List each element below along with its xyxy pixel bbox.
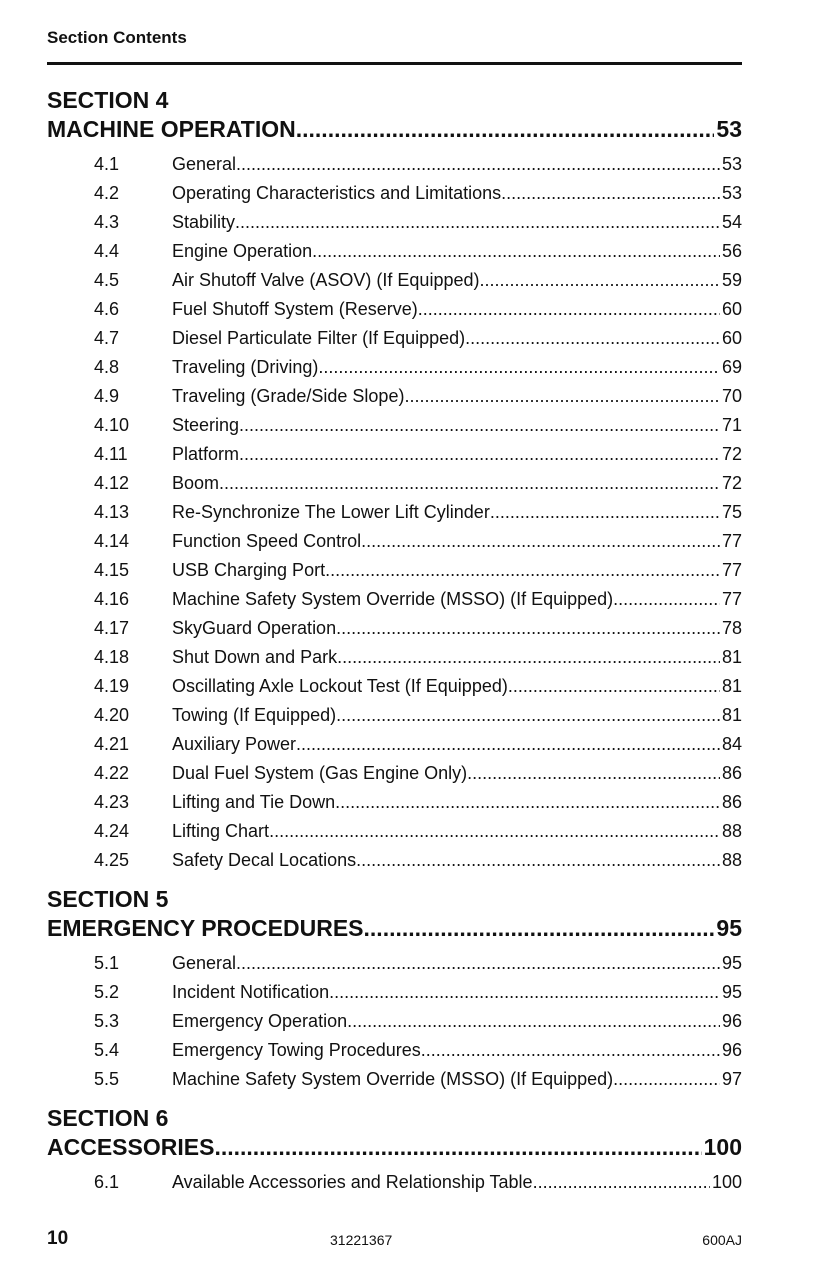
entry-page-number: 77 (721, 531, 742, 551)
toc-entry[interactable] (47, 643, 742, 672)
dot-leader (364, 913, 715, 943)
toc-entry[interactable] (47, 817, 742, 846)
entry-page-number: 84 (721, 734, 742, 754)
dot-leader (337, 643, 720, 672)
entry-page-number: 95 (721, 982, 742, 1002)
entry-title: Dual Fuel System (Gas Engine Only) (172, 763, 468, 783)
entry-title: General (172, 953, 237, 973)
dot-leader (533, 1168, 710, 1197)
toc-entry[interactable] (47, 498, 742, 527)
entry-page-number: 72 (721, 473, 742, 493)
entry-number: 4.18 (94, 647, 130, 667)
toc-entry[interactable] (47, 556, 742, 585)
dot-leader (239, 440, 720, 469)
dot-leader (318, 353, 720, 382)
toc-entry[interactable] (47, 411, 742, 440)
toc-section (47, 86, 742, 875)
entry-number: 5.5 (94, 1069, 120, 1089)
dot-leader (421, 1036, 720, 1065)
dot-leader (479, 266, 719, 295)
entry-number: 4.5 (94, 270, 120, 290)
entry-page-number: 88 (721, 850, 742, 870)
entry-number: 4.7 (94, 328, 120, 348)
entry-page-number: 69 (721, 357, 742, 377)
entry-page-number: 53 (721, 183, 742, 203)
toc-entry[interactable] (47, 469, 742, 498)
table-of-contents (47, 82, 742, 1207)
entry-title: Traveling (Driving) (172, 357, 319, 377)
toc-entry[interactable] (47, 1036, 742, 1065)
footer-model: 600AJ (702, 1232, 742, 1248)
header-divider (47, 62, 742, 65)
entry-number: 5.1 (94, 953, 120, 973)
entry-title: Oscillating Axle Lockout Test (If Equipped) (172, 676, 508, 696)
entry-title: Air Shutoff Valve (ASOV) (If Equipped) (172, 270, 480, 290)
page-footer (47, 1228, 742, 1254)
entry-number: 4.20 (94, 705, 130, 725)
dot-leader (361, 527, 720, 556)
entry-title: Available Accessories and Relationship Table (172, 1172, 533, 1192)
entry-page-number: 77 (721, 589, 742, 609)
entry-title: Steering (172, 415, 240, 435)
entry-title: Engine Operation (172, 241, 313, 261)
dot-leader (214, 1132, 701, 1162)
entry-title: Platform (172, 444, 240, 464)
entry-page-number: 60 (721, 299, 742, 319)
section-title: EMERGENCY PROCEDURES (47, 915, 364, 941)
section-title-link[interactable] (47, 913, 742, 943)
entry-title: Function Speed Control (172, 531, 362, 551)
entry-page-number: 78 (721, 618, 742, 638)
entry-number: 4.1 (94, 154, 120, 174)
entry-title: SkyGuard Operation (172, 618, 337, 638)
entry-page-number: 56 (721, 241, 742, 261)
entry-title: Incident Notification (172, 982, 330, 1002)
section-number: SECTION 6 (47, 1105, 169, 1131)
entry-number: 4.14 (94, 531, 130, 551)
entry-number: 5.3 (94, 1011, 120, 1031)
dot-leader (236, 150, 720, 179)
entry-page-number: 70 (721, 386, 742, 406)
dot-leader (613, 585, 720, 614)
toc-entry[interactable] (47, 208, 742, 237)
entry-page-number: 53 (721, 154, 742, 174)
toc-entry[interactable] (47, 150, 742, 179)
entry-page-number: 88 (721, 821, 742, 841)
toc-entry[interactable] (47, 585, 742, 614)
entry-page-number: 100 (711, 1172, 742, 1192)
entry-number: 4.13 (94, 502, 130, 522)
toc-section (47, 1104, 742, 1197)
entry-title: Machine Safety System Override (MSSO) (If Equipped) (172, 1069, 614, 1089)
toc-entry[interactable] (47, 266, 742, 295)
toc-entry[interactable] (47, 1007, 742, 1036)
toc-entry[interactable] (47, 295, 742, 324)
entry-number: 4.8 (94, 357, 120, 377)
entry-number: 4.17 (94, 618, 130, 638)
toc-section (47, 885, 742, 1094)
section-number: SECTION 5 (47, 886, 169, 912)
toc-entry[interactable] (47, 179, 742, 208)
dot-leader (325, 556, 720, 585)
toc-entry[interactable] (47, 440, 742, 469)
toc-entry[interactable] (47, 759, 742, 788)
toc-entry[interactable] (47, 978, 742, 1007)
entry-number: 5.4 (94, 1040, 120, 1060)
dot-leader (356, 846, 720, 875)
entry-title: Lifting Chart (172, 821, 270, 841)
entry-number: 4.16 (94, 589, 130, 609)
dot-leader (404, 382, 720, 411)
page-header-title: Section Contents (47, 28, 187, 47)
dot-leader (335, 788, 720, 817)
toc-entry[interactable] (47, 527, 742, 556)
dot-leader (235, 208, 720, 237)
dot-leader (501, 179, 720, 208)
entry-page-number: 72 (721, 444, 742, 464)
entry-title: Emergency Towing Procedures (172, 1040, 421, 1060)
entry-page-number: 81 (721, 705, 742, 725)
toc-entry-list (47, 949, 742, 1094)
toc-entry[interactable] (47, 730, 742, 759)
toc-entry[interactable] (47, 701, 742, 730)
section-title: ACCESSORIES (47, 1134, 215, 1160)
dot-leader (239, 411, 720, 440)
dot-leader (347, 1007, 720, 1036)
entry-number: 4.19 (94, 676, 130, 696)
entry-number: 4.11 (94, 444, 128, 464)
entry-page-number: 59 (721, 270, 742, 290)
dot-leader (490, 498, 720, 527)
entry-page-number: 95 (721, 953, 742, 973)
entry-title: Emergency Operation (172, 1011, 348, 1031)
dot-leader (329, 978, 720, 1007)
toc-entry[interactable] (47, 1065, 742, 1094)
entry-title: Machine Safety System Override (MSSO) (If Equipped) (172, 589, 614, 609)
entry-page-number: 96 (721, 1040, 742, 1060)
section-page-number: 53 (716, 116, 742, 142)
entry-number: 4.22 (94, 763, 130, 783)
entry-title: Re-Synchronize The Lower Lift Cylinder (172, 502, 490, 522)
dot-leader (467, 759, 720, 788)
entry-title: Traveling (Grade/Side Slope) (172, 386, 405, 406)
entry-title: Diesel Particulate Filter (If Equipped) (172, 328, 466, 348)
entry-number: 4.3 (94, 212, 120, 232)
dot-leader (508, 672, 720, 701)
dot-leader (296, 730, 720, 759)
toc-entry[interactable] (47, 949, 742, 978)
toc-entry[interactable] (47, 237, 742, 266)
entry-page-number: 81 (721, 647, 742, 667)
entry-title: USB Charging Port (172, 560, 326, 580)
toc-entry[interactable] (47, 324, 742, 353)
entry-title: Operating Characteristics and Limitations (172, 183, 502, 203)
dot-leader (336, 614, 720, 643)
dot-leader (336, 701, 720, 730)
entry-page-number: 86 (721, 763, 742, 783)
entry-number: 4.21 (94, 734, 130, 754)
entry-title: Lifting and Tie Down (172, 792, 336, 812)
dot-leader (312, 237, 720, 266)
entry-title: Fuel Shutoff System (Reserve) (172, 299, 418, 319)
entry-number: 5.2 (94, 982, 120, 1002)
entry-title: Auxiliary Power (172, 734, 297, 754)
section-page-number: 95 (716, 915, 742, 941)
toc-entry[interactable] (47, 672, 742, 701)
entry-number: 4.10 (94, 415, 130, 435)
entry-title: General (172, 154, 237, 174)
entry-page-number: 60 (721, 328, 742, 348)
toc-entry[interactable] (47, 614, 742, 643)
entry-page-number: 54 (721, 212, 742, 232)
entry-number: 4.24 (94, 821, 130, 841)
entry-number: 4.4 (94, 241, 120, 261)
dot-leader (219, 469, 720, 498)
section-title: MACHINE OPERATION (47, 116, 296, 142)
toc-entry[interactable] (47, 846, 742, 875)
entry-number: 4.2 (94, 183, 120, 203)
entry-title: Stability (172, 212, 236, 232)
entry-number: 4.9 (94, 386, 120, 406)
entry-page-number: 77 (721, 560, 742, 580)
section-page-number: 100 (703, 1134, 742, 1160)
toc-entry[interactable] (47, 353, 742, 382)
section-title-link[interactable] (47, 114, 742, 144)
footer-doc-number: 31221367 (330, 1232, 393, 1248)
entry-number: 6.1 (94, 1172, 120, 1192)
entry-title: Towing (If Equipped) (172, 705, 337, 725)
toc-entry[interactable] (47, 382, 742, 411)
entry-page-number: 81 (721, 676, 742, 696)
section-number: SECTION 4 (47, 87, 169, 113)
toc-entry[interactable] (47, 788, 742, 817)
dot-leader (296, 114, 715, 144)
entry-title: Boom (172, 473, 220, 493)
entry-title: Safety Decal Locations (172, 850, 357, 870)
entry-number: 4.25 (94, 850, 130, 870)
document-page (47, 0, 742, 1275)
entry-page-number: 71 (721, 415, 742, 435)
toc-entry[interactable] (47, 1168, 742, 1197)
entry-page-number: 75 (721, 502, 742, 522)
toc-entry-list (47, 150, 742, 875)
entry-number: 4.6 (94, 299, 120, 319)
dot-leader (418, 295, 720, 324)
dot-leader (465, 324, 720, 353)
dot-leader (613, 1065, 720, 1094)
entry-number: 4.15 (94, 560, 130, 580)
entry-page-number: 96 (721, 1011, 742, 1031)
toc-entry-list (47, 1168, 742, 1197)
entry-title: Shut Down and Park (172, 647, 338, 667)
entry-number: 4.12 (94, 473, 130, 493)
dot-leader (269, 817, 720, 846)
dot-leader (236, 949, 720, 978)
footer-page-number: 10 (47, 1228, 69, 1249)
entry-page-number: 97 (721, 1069, 742, 1089)
entry-number: 4.23 (94, 792, 130, 812)
section-title-link[interactable] (47, 1132, 742, 1162)
entry-page-number: 86 (721, 792, 742, 812)
